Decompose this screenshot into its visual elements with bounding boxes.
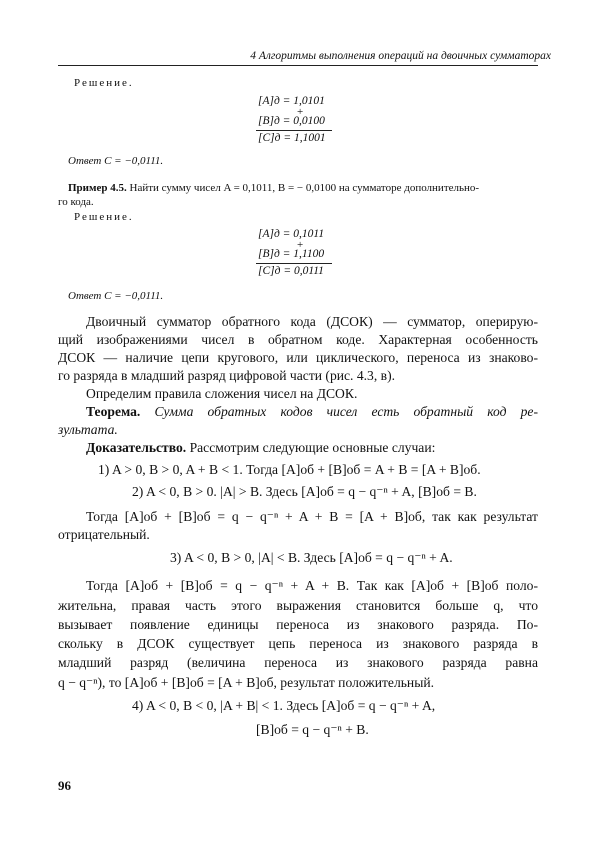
calc2-sum-rule	[256, 263, 332, 264]
case-3-line-6: q − q⁻ⁿ), то [A]об + [B]об = [A + B]об, результат положительный.	[58, 675, 435, 690]
case-3-line-3: вызывает появление единицы переноса из знакового разряда. По-	[58, 617, 538, 632]
example-title: Пример 4.5.	[68, 182, 127, 194]
case-1: 1) A > 0, B > 0, A + B < 1. Тогда [A]об + [B]об = A + B = [A + B]об.	[98, 462, 481, 477]
theorem-text-2: зультата.	[58, 422, 118, 437]
example-text-1: Найти сумму чисел A = 0,1011, B = − 0,0100 на сумматоре дополнительно-	[129, 182, 480, 194]
calc1-line-a: [A]д = 1,0101	[258, 95, 325, 107]
theorem-line-1	[86, 404, 538, 420]
proof-label: Доказательство.	[86, 440, 187, 455]
running-header: 4 Алгоритмы выполнения операций на двоичных сумматорах	[250, 50, 551, 62]
answer-2: Ответ C = −0,0111.	[68, 290, 164, 302]
example-text-2: го кода.	[58, 196, 94, 208]
calc1-plus: +	[297, 106, 304, 118]
solution-label-2: Решение.	[74, 211, 134, 223]
case-3: 3) A < 0, B > 0, |A| < B. Здесь [A]об = q − q⁻ⁿ + A.	[170, 550, 453, 565]
case-3-line-2: жительна, правая часть этого выражения становится больше q, что	[58, 598, 538, 613]
para1-line-4: го разряда в младший разряд цифровой части (рис. 4.3, в).	[58, 368, 395, 383]
calc2-line-b: [B]д = 1,1100	[258, 248, 325, 260]
para1-line-2: щий изображениями чисел в обратном коде. Характерная особенность	[58, 332, 538, 347]
answer-1: Ответ C = −0,0111.	[68, 155, 164, 167]
header-rule	[58, 65, 538, 66]
example-line-1	[68, 182, 479, 194]
case-3-line-1: Тогда [A]об + [B]об = q − q⁻ⁿ + A + B. Так как [A]об + [B]об поло-	[86, 578, 538, 593]
calc1-line-c: [C]д = 1,1001	[258, 132, 326, 144]
para1-line-3: ДСОК — наличие цепи кругового, или циклического, переноса из знаково-	[58, 350, 538, 365]
proof-text: Рассмотрим следующие основные случаи:	[189, 440, 436, 455]
page-number: 96	[58, 778, 71, 793]
proof-line	[86, 440, 435, 456]
case-4-line-b: [B]об = q − q⁻ⁿ + B.	[256, 722, 369, 737]
calc2-plus: +	[297, 239, 304, 251]
calc1-line-b: [B]д = 0,0100	[258, 115, 325, 127]
case-3-line-5: младший разряд (величина переноса из знакового разряда равна	[58, 655, 538, 670]
theorem-text-1: Сумма обратных кодов чисел есть обратный код ре-	[154, 404, 538, 419]
case-2: 2) A < 0, B > 0. |A| > B. Здесь [A]об = q − q⁻ⁿ + A, [B]об = B.	[132, 484, 477, 499]
calc2-line-c: [C]д = 0,0111	[258, 265, 324, 277]
case-2-line-a: Тогда [A]об + [B]об = q − q⁻ⁿ + A + B = [A + B]об, так как результат	[86, 509, 538, 524]
calc1-sum-rule	[256, 130, 332, 131]
case-2-line-b: отрицательный.	[58, 527, 150, 542]
solution-label-1: Решение.	[74, 77, 134, 89]
para2: Определим правила сложения чисел на ДСОК.	[86, 386, 358, 401]
case-4: 4) A < 0, B < 0, |A + B| < 1. Здесь [A]об = q − q⁻ⁿ + A,	[132, 698, 436, 713]
case-3-line-4: скольку в ДСОК существует цепь переноса из знакового разряда в	[58, 636, 538, 651]
para1-line-1: Двоичный сумматор обратного кода (ДСОК) — сумматор, оперирую-	[86, 314, 538, 329]
calc2-line-a: [A]д = 0,1011	[258, 228, 325, 240]
theorem-label: Теорема.	[86, 404, 141, 419]
